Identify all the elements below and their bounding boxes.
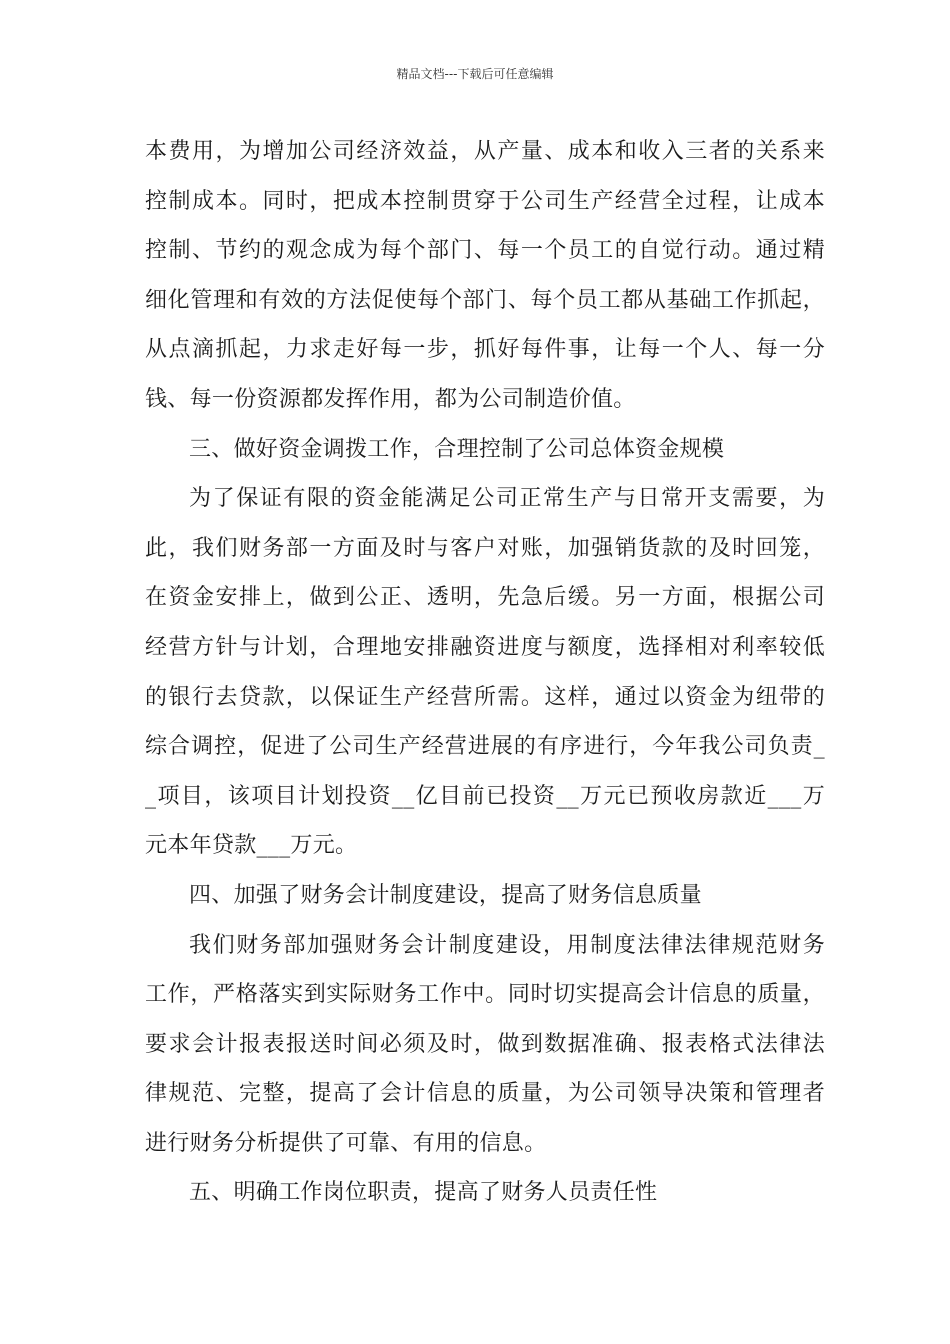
paragraph-line: 我们财务部加强财务会计制度建设，用制度法律法律规范财务 bbox=[189, 932, 825, 958]
paragraph-line: 从点滴抓起，力求走好每一步，抓好每件事，让每一个人、每一分 bbox=[145, 337, 825, 363]
paragraph-line: 钱、每一份资源都发挥作用，都为公司制造价值。 bbox=[145, 386, 636, 412]
paragraph-line: 综合调控，促进了公司生产经营进展的有序进行，今年我公司负责_ bbox=[145, 734, 825, 760]
paragraph-line: 要求会计报表报送时间必须及时，做到数据准确、报表格式法律法 bbox=[145, 1031, 825, 1057]
paragraph-line: 进行财务分析提供了可靠、有用的信息。 bbox=[145, 1130, 547, 1156]
paragraph-line: 在资金安排上，做到公正、透明，先急后缓。另一方面，根据公司 bbox=[145, 585, 825, 611]
paragraph-line: 控制成本。同时，把成本控制贯穿于公司生产经营全过程，让成本 bbox=[145, 188, 825, 214]
paragraph-line: 控制、节约的观念成为每个部门、每一个员工的自觉行动。通过精 bbox=[145, 238, 825, 264]
section-heading-5: 五、明确工作岗位职责，提高了财务人员责任性 bbox=[189, 1180, 658, 1206]
section-heading-3: 三、做好资金调拨工作，合理控制了公司总体资金规模 bbox=[189, 436, 725, 462]
document-body bbox=[145, 127, 825, 1218]
paragraph-line: 经营方针与计划，合理地安排融资进度与额度，选择相对利率较低 bbox=[145, 634, 825, 660]
paragraph-line: 为了保证有限的资金能满足公司正常生产与日常开支需要，为 bbox=[189, 486, 825, 512]
paragraph-line: 细化管理和有效的方法促使每个部门、每个员工都从基础工作抓起， bbox=[145, 287, 825, 313]
section-heading-4: 四、加强了财务会计制度建设，提高了财务信息质量 bbox=[189, 882, 702, 908]
paragraph-line: 律规范、完整，提高了会计信息的质量，为公司领导决策和管理者 bbox=[145, 1081, 825, 1107]
paragraph-line: _项目，该项目计划投资__亿目前已投资__万元已预收房款近___万 bbox=[145, 783, 825, 809]
paragraph-line: 元本年贷款___万元。 bbox=[145, 833, 358, 859]
page-header: 精品文档---下载后可任意编辑 bbox=[396, 67, 554, 81]
paragraph-line: 的银行去贷款，以保证生产经营所需。这样，通过以资金为纽带的 bbox=[145, 684, 825, 710]
paragraph-line: 此，我们财务部一方面及时与客户对账，加强销货款的及时回笼， bbox=[145, 535, 825, 561]
paragraph-line: 工作，严格落实到实际财务工作中。同时切实提高会计信息的质量， bbox=[145, 982, 825, 1008]
paragraph-line: 本费用，为增加公司经济效益，从产量、成本和收入三者的关系来 bbox=[145, 139, 825, 164]
